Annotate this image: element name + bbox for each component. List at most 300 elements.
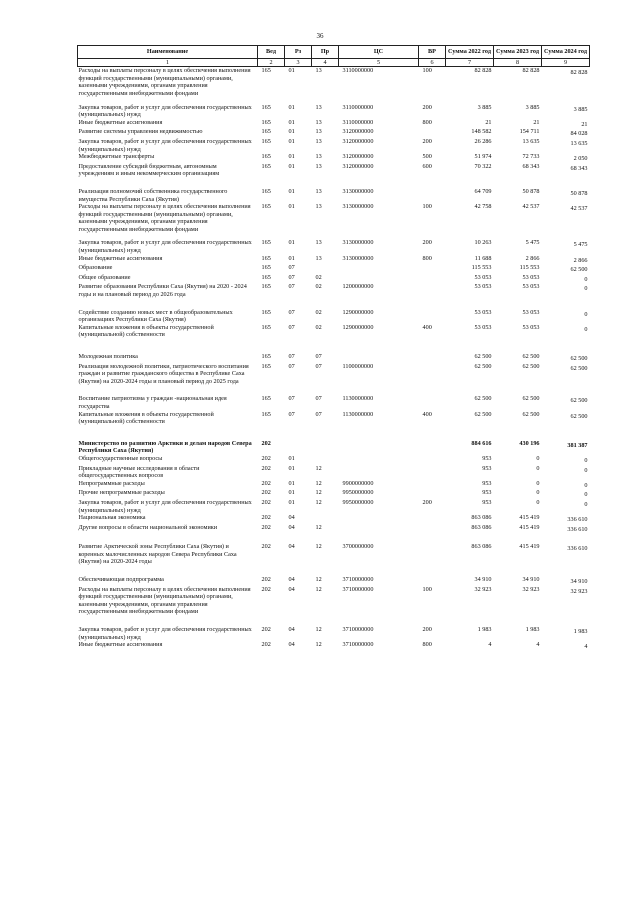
cell-cs: 3710000000 <box>342 576 374 584</box>
cell-rz: 07 <box>288 264 295 272</box>
cell-sum-2024: 3 885 <box>573 105 588 113</box>
cell-ved: 165 <box>261 187 271 195</box>
cell-pr: 12 <box>315 489 322 497</box>
cell-sum-2024: 0 <box>584 310 588 318</box>
cell-cs <box>339 524 419 544</box>
cell-cs: 3120000000 <box>342 162 374 170</box>
cell-cs: 3130000000 <box>342 203 374 211</box>
cell-ved: 165 <box>261 239 271 247</box>
cell-ved: 165 <box>261 67 271 75</box>
cell-name: Предоставление субсидий бюджетным, автономным учреждениям и иным некоммерческим организациям <box>78 162 220 178</box>
cell-sum-2023: 21 <box>533 118 540 126</box>
cell-name: Иные бюджетные ассигнования <box>78 641 163 649</box>
cell-sum-2023: 3 885 <box>525 103 540 111</box>
cell-rz: 01 <box>288 67 295 75</box>
cell-sum-2024: 62 500 <box>570 412 588 420</box>
cell-pr: 02 <box>315 273 322 281</box>
cell-vr: 100 <box>422 203 432 211</box>
cell-rz: 01 <box>288 254 295 262</box>
cell-ved: 165 <box>261 283 271 291</box>
header-number: 1 <box>78 58 258 67</box>
cell-ved: 165 <box>261 118 271 126</box>
cell-sum-2022: 64 709 <box>474 187 492 195</box>
cell-sum-2024: 0 <box>584 500 588 508</box>
cell-rz: 01 <box>288 103 295 111</box>
cell-vr: 600 <box>422 162 432 170</box>
cell-sum-2024: 84 028 <box>570 130 588 138</box>
cell-cs: 3120000000 <box>342 153 374 161</box>
table-row <box>78 274 590 284</box>
cell-name: Капитальные вложения в объекты государственной (муниципальной) собственности <box>78 410 214 426</box>
table-row <box>78 514 590 524</box>
cell-name: Другие вопросы в области национальной экономики <box>78 523 218 531</box>
cell-sum-2023: 62 500 <box>522 410 540 418</box>
header-sum-2023: Сумма 2023 год <box>494 46 542 59</box>
cell-sum-2024: 5 475 <box>573 241 588 249</box>
cell-ved: 202 <box>261 454 271 462</box>
cell-name: Иные бюджетные ассигнования <box>78 254 163 262</box>
cell-vr <box>419 395 446 410</box>
table-row <box>78 163 590 188</box>
cell-sum-2022: 4 <box>488 641 492 649</box>
cell-pr: 13 <box>315 254 322 262</box>
cell-cs: 1290000000 <box>342 308 374 316</box>
cell-ved: 165 <box>261 254 271 262</box>
cell-pr: 12 <box>315 641 322 649</box>
cell-vr: 800 <box>422 118 432 126</box>
header-ved: Вед <box>258 46 285 59</box>
cell-pr: 02 <box>315 308 322 316</box>
cell-sum-2024: 62 500 <box>570 364 588 372</box>
cell-sum-2024: 0 <box>584 491 588 499</box>
cell-sum-2023: 0 <box>536 479 540 487</box>
cell-cs: 3710000000 <box>342 626 374 634</box>
table-row <box>78 395 590 410</box>
cell-sum-2022: 34 910 <box>474 576 492 584</box>
cell-cs: 3110000000 <box>342 103 374 111</box>
cell-cs: 1200000000 <box>342 283 374 291</box>
cell-cs: 9900000000 <box>342 479 374 487</box>
cell-sum-2023: 0 <box>536 464 540 472</box>
cell-rz: 07 <box>288 273 295 281</box>
cell-ved: 202 <box>261 514 271 522</box>
cell-sum-2022: 26 286 <box>474 137 492 145</box>
header-number: 2 <box>258 58 285 67</box>
cell-sum-2022: 115 553 <box>471 264 492 272</box>
cell-sum-2024: 50 878 <box>570 189 588 197</box>
header-number: 6 <box>419 58 446 67</box>
cell-vr: 200 <box>422 498 432 506</box>
cell-cs: 3710000000 <box>342 585 374 593</box>
cell-sum-2024: 0 <box>584 325 588 333</box>
cell-vr <box>419 283 446 308</box>
cell-sum-2024: 13 635 <box>570 139 588 147</box>
cell-rz: 01 <box>288 137 295 145</box>
cell-vr <box>419 363 446 396</box>
cell-rz: 07 <box>288 395 295 403</box>
cell-rz: 01 <box>288 128 295 136</box>
cell-cs <box>339 455 419 465</box>
cell-ved: 165 <box>261 128 271 136</box>
cell-sum-2024: 2 050 <box>573 155 588 163</box>
cell-sum-2022: 863 086 <box>471 543 492 551</box>
cell-name: Развитие системы управления недвижимостью <box>78 128 203 136</box>
cell-sum-2023: 62 500 <box>522 353 540 360</box>
cell-sum-2022: 1 983 <box>477 626 492 634</box>
cell-rz: 01 <box>288 464 295 472</box>
cell-cs: 3110000000 <box>342 67 374 75</box>
cell-sum-2022: 53 053 <box>474 323 492 331</box>
cell-sum-2024: 381 387 <box>567 441 588 449</box>
table-row <box>78 324 590 353</box>
cell-pr: 13 <box>315 118 322 126</box>
cell-pr: 13 <box>315 103 322 111</box>
cell-rz: 07 <box>288 362 295 370</box>
cell-name: Закупка товаров, работ и услуг для обеспечения государственных (муниципальных) нужд <box>78 626 252 641</box>
cell-ved: 202 <box>261 576 271 584</box>
cell-cs <box>339 514 419 524</box>
cell-rz: 01 <box>288 187 295 195</box>
cell-name: Межбюджетные трансферты <box>78 153 155 161</box>
table-row <box>78 353 590 363</box>
table-row <box>78 309 590 324</box>
cell-rz: 07 <box>288 410 295 418</box>
cell-sum-2022: 70 322 <box>474 162 492 170</box>
cell-vr: 800 <box>422 254 432 262</box>
cell-cs: 9950000000 <box>342 498 374 506</box>
table-row <box>78 264 590 274</box>
cell-rz: 04 <box>288 585 295 593</box>
header-sum-2024: Сумма 2024 год <box>542 46 590 59</box>
table-row <box>78 455 590 465</box>
cell-vr <box>419 524 446 544</box>
cell-name: Закупка товаров, работ и услуг для обеспечения государственных (муниципальных) нужд <box>78 103 252 119</box>
cell-cs: 1130000000 <box>342 395 374 403</box>
cell-sum-2023: 50 878 <box>522 187 540 195</box>
cell-rz: 04 <box>288 626 295 634</box>
table-row <box>78 67 590 104</box>
cell-rz: 07 <box>288 283 295 291</box>
cell-sum-2024: 62 500 <box>570 355 588 362</box>
table-row <box>78 489 590 499</box>
table-row <box>78 363 590 396</box>
cell-sum-2024: 62 500 <box>570 397 588 405</box>
cell-ved: 165 <box>261 137 271 145</box>
cell-pr: 12 <box>315 576 322 584</box>
cell-cs: 3130000000 <box>342 187 374 195</box>
cell-ved: 202 <box>261 489 271 497</box>
table-body <box>78 67 590 651</box>
cell-rz: 04 <box>288 641 295 649</box>
cell-pr: 07 <box>315 395 322 403</box>
cell-name: Национальная экономика <box>78 514 146 522</box>
cell-vr: 200 <box>422 137 432 145</box>
cell-vr <box>419 489 446 499</box>
header-rz: Рз <box>285 46 312 59</box>
cell-rz: 01 <box>288 162 295 170</box>
cell-sum-2022: 62 500 <box>474 395 492 403</box>
table-row <box>78 119 590 129</box>
cell-ved: 202 <box>261 585 271 593</box>
cell-vr <box>419 465 446 480</box>
cell-ved: 202 <box>261 479 271 487</box>
cell-sum-2022: 21 <box>485 118 492 126</box>
cell-sum-2022: 863 086 <box>471 523 492 531</box>
cell-sum-2022: 953 <box>482 489 492 497</box>
cell-name: Развитие Арктической зоны Республики Саха (Якутия) и коренных малочисленных народов Севера Республики Саха (Якутия) на 2020-2024 годы <box>78 543 237 566</box>
cell-sum-2022: 62 500 <box>474 353 492 360</box>
cell-sum-2022: 53 053 <box>474 283 492 291</box>
cell-sum-2023: 5 475 <box>525 239 540 247</box>
cell-rz: 01 <box>288 118 295 126</box>
cell-cs: 9950000000 <box>342 489 374 497</box>
cell-sum-2022: 42 758 <box>474 203 492 211</box>
cell-cs: 3700000000 <box>342 543 374 551</box>
cell-name: Расходы на выплаты персоналу в целях обеспечения выполнения функций государственными (муниципальными) органами, казенными учреждениями, органами управления государственными внебюджетными фондами <box>78 203 251 233</box>
table-row <box>78 283 590 308</box>
cell-sum-2024: 0 <box>584 285 588 293</box>
cell-sum-2023: 415 419 <box>519 514 540 522</box>
header-number: 3 <box>285 58 312 67</box>
cell-pr: 12 <box>315 626 322 634</box>
table-row <box>78 255 590 265</box>
header-pr: Пр <box>312 46 339 59</box>
table-row <box>78 576 590 586</box>
table-row <box>78 104 590 119</box>
cell-sum-2022: 884 616 <box>471 439 492 447</box>
cell-vr <box>419 274 446 284</box>
cell-vr <box>419 543 446 576</box>
cell-pr: 07 <box>315 353 322 360</box>
cell-cs <box>339 440 419 455</box>
cell-sum-2022: 863 086 <box>471 514 492 522</box>
cell-vr: 200 <box>422 239 432 247</box>
header-cs: ЦС <box>339 46 419 59</box>
cell-cs <box>339 353 419 363</box>
cell-vr <box>419 440 446 455</box>
cell-vr <box>419 576 446 586</box>
cell-cs: 3710000000 <box>342 641 374 649</box>
cell-name: Капитальные вложения в объекты государственной (муниципальной) собственности <box>78 323 214 339</box>
cell-pr <box>312 455 339 465</box>
cell-name: Общее образование <box>78 273 131 281</box>
header-name: Наименование <box>78 46 258 59</box>
table-row <box>78 641 590 651</box>
cell-name: Иные бюджетные ассигнования <box>78 118 163 126</box>
cell-sum-2022: 32 923 <box>474 585 492 593</box>
cell-rz: 04 <box>288 523 295 531</box>
cell-sum-2024: 336 610 <box>567 516 588 524</box>
cell-sum-2023: 2 866 <box>525 254 540 262</box>
cell-name: Непрограммные расходы <box>78 479 145 487</box>
cell-sum-2022: 953 <box>482 454 492 462</box>
table-row <box>78 543 590 576</box>
cell-cs: 1130000000 <box>342 410 374 418</box>
cell-sum-2023: 53 053 <box>522 273 540 281</box>
cell-sum-2024: 1 983 <box>573 628 588 636</box>
cell-sum-2023: 115 553 <box>519 264 540 272</box>
cell-sum-2024: 34 910 <box>570 578 588 586</box>
cell-pr: 13 <box>315 187 322 195</box>
cell-ved: 165 <box>261 410 271 418</box>
cell-sum-2023: 415 419 <box>519 523 540 531</box>
cell-cs: 1290000000 <box>342 323 374 331</box>
cell-vr <box>419 309 446 324</box>
budget-table <box>77 45 590 651</box>
table-row <box>78 128 590 138</box>
table-row <box>78 153 590 163</box>
cell-ved: 165 <box>261 323 271 331</box>
cell-cs <box>339 264 419 274</box>
cell-pr: 07 <box>315 362 322 370</box>
cell-pr: 13 <box>315 162 322 170</box>
cell-name: Общегосударственные вопросы <box>78 454 163 462</box>
cell-vr: 800 <box>422 641 432 649</box>
header-sum-2022: Сумма 2022 год <box>446 46 494 59</box>
cell-vr <box>419 353 446 363</box>
cell-cs: 1100000000 <box>342 362 374 370</box>
cell-sum-2024: 4 <box>584 643 588 651</box>
cell-rz: 01 <box>288 479 295 487</box>
cell-name: Прочие непрограммные расходы <box>78 489 165 497</box>
cell-sum-2022: 53 053 <box>474 273 492 281</box>
header-number: 8 <box>494 58 542 67</box>
cell-sum-2023: 32 923 <box>522 585 540 593</box>
table-row <box>78 138 590 153</box>
cell-sum-2022: 62 500 <box>474 362 492 370</box>
cell-vr: 100 <box>422 585 432 593</box>
cell-ved: 165 <box>261 103 271 111</box>
cell-vr: 400 <box>422 410 432 418</box>
cell-ved: 165 <box>261 353 271 360</box>
cell-pr: 13 <box>315 137 322 145</box>
cell-pr: 13 <box>315 203 322 211</box>
cell-sum-2022: 11 688 <box>474 254 492 262</box>
cell-sum-2023: 82 828 <box>522 67 540 75</box>
cell-cs <box>339 465 419 480</box>
header-number: 9 <box>542 58 590 67</box>
cell-rz: 04 <box>288 576 295 584</box>
cell-sum-2022: 148 582 <box>471 128 492 136</box>
cell-pr: 13 <box>315 128 322 136</box>
cell-sum-2023: 13 635 <box>522 137 540 145</box>
cell-name: Прикладные научные исследования в области общегосударственных вопросов <box>78 464 200 480</box>
cell-pr <box>312 440 339 455</box>
header-number: 4 <box>312 58 339 67</box>
cell-vr: 500 <box>422 153 432 161</box>
cell-ved: 202 <box>261 641 271 649</box>
cell-pr: 12 <box>315 523 322 531</box>
cell-pr: 12 <box>315 543 322 551</box>
cell-sum-2022: 51 974 <box>474 153 492 161</box>
cell-rz: 01 <box>288 489 295 497</box>
cell-sum-2024: 68 343 <box>570 164 588 172</box>
cell-sum-2022: 953 <box>482 479 492 487</box>
cell-vr: 200 <box>422 103 432 111</box>
cell-ved: 165 <box>261 308 271 316</box>
cell-cs <box>339 274 419 284</box>
cell-pr: 13 <box>315 153 322 161</box>
cell-sum-2022: 62 500 <box>474 410 492 418</box>
cell-name: Воспитание патриотизма у граждан -национальная идея государства <box>78 395 227 410</box>
cell-ved: 202 <box>261 523 271 531</box>
cell-vr <box>419 514 446 524</box>
cell-name: Реализация полномочий собственника государственного имущества Республики Саха (Якутия) <box>78 187 228 203</box>
cell-name: Расходы на выплаты персоналу в целях обеспечения выполнения функций государственными (муниципальными) органами, казенными учреждениями, органами управления государственными внебюджетными фондами <box>78 585 251 616</box>
cell-sum-2024: 0 <box>584 481 588 489</box>
cell-pr <box>312 264 339 274</box>
cell-ved: 202 <box>261 626 271 634</box>
cell-sum-2023: 430 196 <box>519 439 540 447</box>
cell-sum-2023: 4 <box>536 641 540 649</box>
header-row <box>78 46 590 59</box>
cell-sum-2024: 0 <box>584 466 588 474</box>
cell-sum-2024: 32 923 <box>570 587 588 595</box>
cell-ved: 165 <box>261 362 271 370</box>
table-row <box>78 524 590 544</box>
cell-vr <box>419 188 446 203</box>
cell-sum-2023: 154 711 <box>519 128 540 136</box>
cell-rz: 04 <box>288 543 295 551</box>
cell-ved: 202 <box>261 464 271 472</box>
table-row <box>78 586 590 626</box>
cell-pr: 02 <box>315 323 322 331</box>
cell-rz <box>285 440 312 455</box>
table-row <box>78 480 590 490</box>
table-row <box>78 203 590 239</box>
cell-ved: 165 <box>261 153 271 161</box>
cell-sum-2023: 72 733 <box>522 153 540 161</box>
cell-rz: 01 <box>288 454 295 462</box>
cell-sum-2023: 0 <box>536 498 540 506</box>
table-row <box>78 188 590 203</box>
cell-ved: 165 <box>261 395 271 403</box>
cell-name: Закупка товаров, работ и услуг для обеспечения государственных (муниципальных) нужд <box>78 239 252 255</box>
cell-ved: 165 <box>261 273 271 281</box>
cell-sum-2023: 53 053 <box>522 283 540 291</box>
cell-pr: 12 <box>315 585 322 593</box>
cell-sum-2024: 336 610 <box>567 545 588 553</box>
cell-cs: 3130000000 <box>342 254 374 262</box>
cell-name: Обеспечивающая подпрограмма <box>78 576 164 584</box>
cell-pr: 13 <box>315 67 322 75</box>
cell-sum-2024: 62 500 <box>570 266 588 274</box>
table-row <box>78 411 590 440</box>
cell-sum-2022: 953 <box>482 464 492 472</box>
cell-sum-2022: 3 885 <box>477 103 492 111</box>
cell-ved: 202 <box>261 543 271 551</box>
cell-rz: 07 <box>288 323 295 331</box>
cell-name: Закупка товаров, работ и услуг для обеспечения государственных (муниципальных) нужд <box>78 137 252 153</box>
cell-cs: 3130000000 <box>342 239 374 247</box>
header-vr: ВР <box>419 46 446 59</box>
cell-name: Закупка товаров, работ и услуг для обеспечения государственных (муниципальных) нужд <box>78 498 252 514</box>
cell-name: Развитие образования Республики Саха (Якутия) на 2020 - 2024 годы и на плановый период до 2026 года <box>78 283 247 299</box>
header-number: 7 <box>446 58 494 67</box>
cell-sum-2024: 0 <box>584 456 588 464</box>
header-number: 5 <box>339 58 419 67</box>
cell-rz: 01 <box>288 239 295 247</box>
cell-sum-2023: 68 343 <box>522 162 540 170</box>
cell-pr <box>312 514 339 524</box>
cell-name: Молодежная политика <box>78 353 138 360</box>
cell-sum-2024: 21 <box>581 120 588 128</box>
cell-cs: 3110000000 <box>342 118 374 126</box>
table-row <box>78 440 590 455</box>
cell-vr <box>419 455 446 465</box>
cell-sum-2024: 2 866 <box>573 256 588 264</box>
cell-sum-2022: 82 828 <box>474 67 492 75</box>
